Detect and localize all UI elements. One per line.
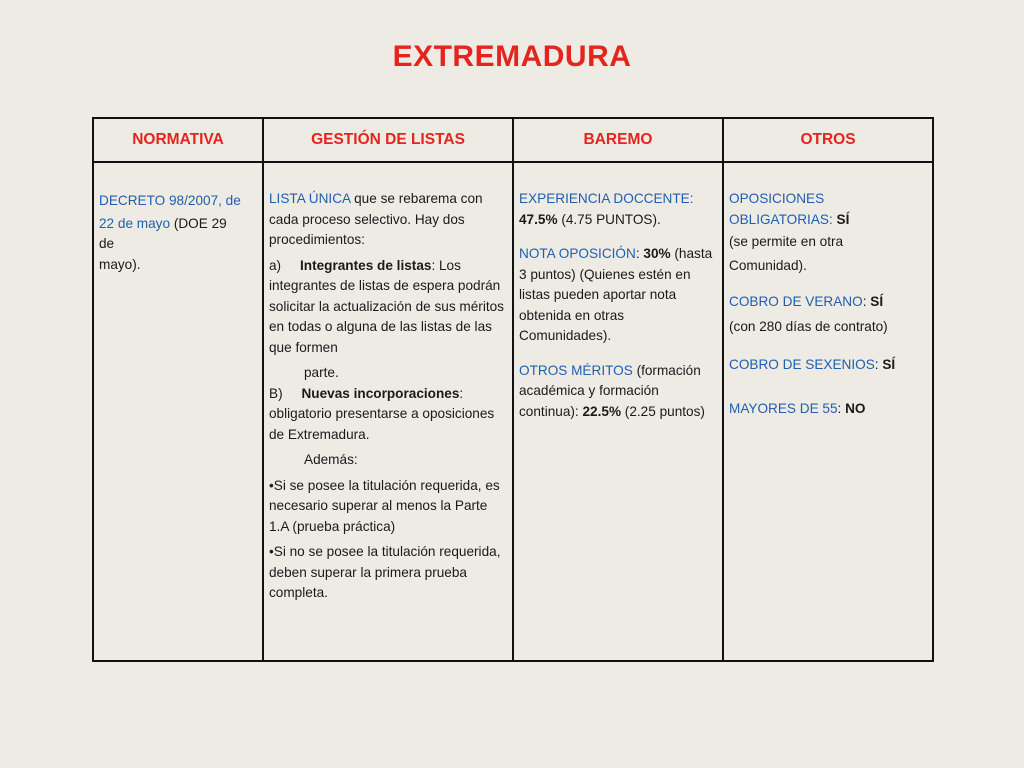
nota-label: NOTA OPOSICIÓN xyxy=(519,246,636,261)
sexenios-value: SÍ xyxy=(882,356,896,372)
item-a-text: : Los integrantes de listas de espera podrán solicitar la actualización de sus méritos en todas o alguna de las listas de las que formen xyxy=(269,257,504,355)
verano-value: SÍ xyxy=(870,294,884,309)
experiencia-detail: (4.75 PUNTOS). xyxy=(557,211,661,227)
decreto-doe: (DOE 29 xyxy=(170,216,227,231)
nota-detail: (hasta 3 puntos) (Quienes estén en listas pueden aportar nota obtenida en otras Comunidades). xyxy=(519,246,713,343)
header-gestion-listas: GESTIÓN DE LISTAS xyxy=(263,118,513,162)
decreto-label: DECRETO 98/2007, de xyxy=(99,193,241,208)
content-row xyxy=(93,162,933,661)
gestion-item-b xyxy=(269,384,508,446)
gestion-intro xyxy=(269,189,508,251)
decreto-fecha: 22 de mayo xyxy=(99,216,171,231)
item-a-prefix: a) xyxy=(269,257,282,273)
normativa-mayo: mayo). xyxy=(99,257,141,272)
otros-meritos-points: (2.25 puntos) xyxy=(621,403,705,419)
sexenios-label: COBRO DE SEXENIOS xyxy=(729,356,875,372)
otros-meritos-label: OTROS MÉRITOS xyxy=(519,362,633,378)
lista-unica-label: LISTA ÚNICA xyxy=(269,191,351,206)
otros-mayores xyxy=(729,399,928,420)
page-title: EXTREMADURA xyxy=(392,40,632,73)
gestion-intro-text: que se rebarema con cada proceso selectivo. Hay dos procedimientos: xyxy=(269,191,483,247)
gestion-ademas: Además: xyxy=(304,452,358,467)
otros-sexenios xyxy=(729,355,928,376)
otros-verano xyxy=(729,292,928,313)
cell-normativa xyxy=(93,162,263,661)
verano-colon: : xyxy=(862,294,871,309)
gestion-item-a-parte: parte. xyxy=(304,365,339,380)
item-b-text: : obligatorio presentarse a oposiciones de Extremadura. xyxy=(269,385,495,442)
item-a-title: Integrantes de listas xyxy=(299,257,432,273)
oposiciones-label: OPOSICIONES OBLIGATORIAS: xyxy=(729,191,833,227)
otros-oposiciones-note-2: Comunidad). xyxy=(729,258,807,273)
verano-label: COBRO DE VERANO xyxy=(729,294,863,309)
cell-otros xyxy=(723,162,933,661)
oposiciones-value: SÍ xyxy=(832,211,850,227)
experiencia-label: EXPERIENCIA DOCCENTE: xyxy=(519,191,694,206)
otros-oposiciones-note-1: (se permite en otra xyxy=(729,234,844,249)
normativa-de: de xyxy=(99,236,115,251)
mayores-label: MAYORES DE 55 xyxy=(729,401,838,416)
normativa-fecha-line xyxy=(99,212,258,235)
experiencia-value: 47.5% xyxy=(519,211,558,227)
cell-gestion-listas xyxy=(263,162,513,661)
header-baremo: BAREMO xyxy=(513,118,723,162)
mayores-value: NO xyxy=(845,401,866,416)
otros-oposiciones xyxy=(729,189,928,230)
otros-meritos-value: 22.5% xyxy=(582,403,622,419)
gestion-bullet-2: •Si no se posee la titulación requerida, deben superar la primera prueba completa. xyxy=(269,544,501,600)
nota-value: 30% xyxy=(643,246,671,261)
header-otros: OTROS xyxy=(723,118,933,162)
otros-verano-note: (con 280 días de contrato) xyxy=(729,318,888,334)
baremo-nota xyxy=(519,244,718,347)
item-b-title: Nuevas incorporaciones xyxy=(301,385,460,401)
gestion-bullet-1: •Si se posee la titulación requerida, es necesario superar al menos la Parte 1.A (prueba práctica) xyxy=(269,477,500,534)
item-b-prefix: B) xyxy=(269,385,283,401)
normativa-decreto xyxy=(99,189,258,212)
otros-meritos-detail: (formación académica y formación continua): xyxy=(519,362,701,419)
sexenios-colon: : xyxy=(874,356,883,372)
cell-baremo xyxy=(513,162,723,661)
mayores-colon: : xyxy=(837,401,846,416)
comparison-table xyxy=(92,117,934,662)
baremo-otros-meritos xyxy=(519,361,718,423)
header-row xyxy=(93,118,933,162)
baremo-experiencia xyxy=(519,189,718,230)
header-normativa: NORMATIVA xyxy=(93,118,263,162)
nota-colon: : xyxy=(635,246,644,261)
gestion-item-a xyxy=(269,256,508,359)
